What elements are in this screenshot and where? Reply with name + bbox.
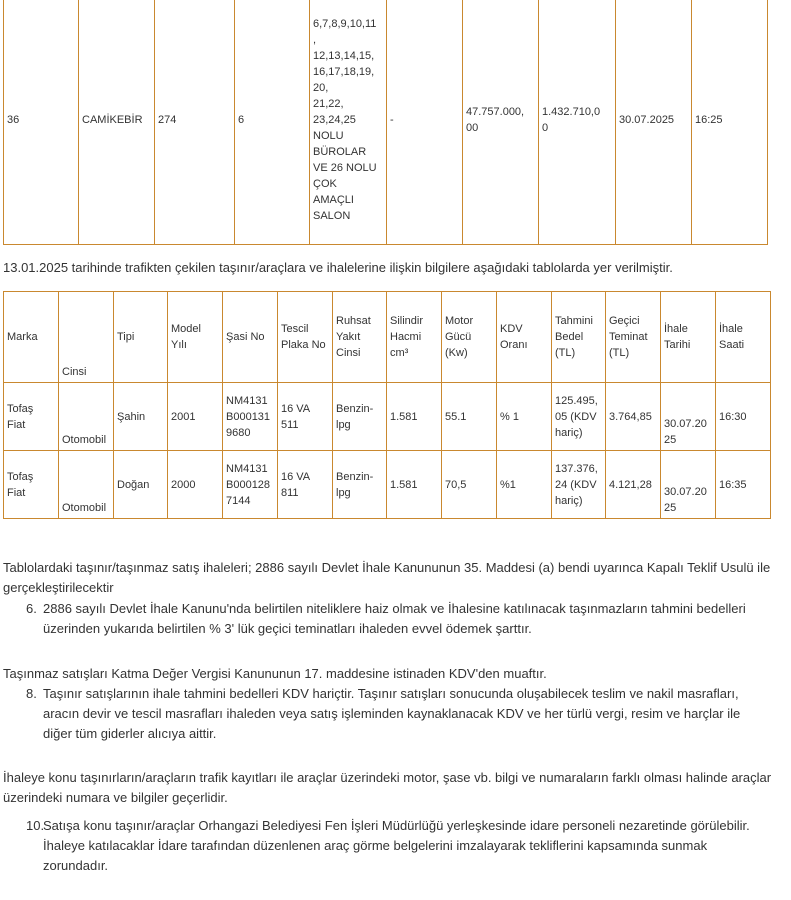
- paragraph-vat-exemption: Taşınmaz satışları Katma Değer Vergisi Kanununun 17. maddesine istinaden KDV'den muaftır.: [3, 666, 547, 681]
- table-cell: 16:25: [692, 0, 768, 245]
- list-item-number: 8.: [26, 686, 37, 701]
- table-cell: NM4131 B000131 9680: [223, 383, 278, 451]
- column-header: Tescil Plaka No: [278, 292, 333, 383]
- table-cell: Benzin- lpg: [333, 383, 387, 451]
- table-cell: NM4131 B000128 7144: [223, 451, 278, 519]
- table-cell: 1.581: [387, 383, 442, 451]
- property-sale-table: [3, 0, 768, 245]
- table-cell: Doğan: [114, 451, 168, 519]
- table-cell: 16:35: [716, 451, 771, 519]
- table-cell: Tofaş Fiat: [4, 451, 59, 519]
- table-cell: 6,7,8,9,10,11 , 12,13,14,15, 16,17,18,19, 20, 21,22, 23,24,25 NOLU BÜROLAR VE 26 NOLU ÇOK AMAÇLI SALON: [310, 0, 387, 245]
- table-cell: 36: [4, 0, 79, 245]
- list-item-8: [26, 684, 771, 744]
- column-header: Marka: [4, 292, 59, 383]
- table-cell: Benzin- lpg: [333, 451, 387, 519]
- table-cell: Tofaş Fiat: [4, 383, 59, 451]
- list-item-text: Taşınır satışlarının ihale tahmini bedelleri KDV hariçtir. Taşınır satışları sonucunda oluşabilecek teslim ve nakil masrafları, aracın devir ve tescil masrafları ihaleden veya satış işleminden kaynaklanacak KDV ve her türlü vergi, resim ve harçlar ile diğer tüm giderler alıcıya aittir.: [43, 686, 741, 741]
- list-item-number: 10.: [26, 818, 45, 833]
- vehicle-sale-table: [3, 291, 771, 519]
- intro-text: 13.01.2025 tarihinde trafikten çekilen taşınır/araçlara ve ihalelerine ilişkin bilgilere aşağıdaki tablolarda yer verilmiştir.: [3, 260, 673, 275]
- table-cell: -: [387, 0, 463, 245]
- table-cell: 1.581: [387, 451, 442, 519]
- table-cell: 30.07.20 25: [661, 383, 716, 451]
- list-item-10: [26, 816, 771, 876]
- table-cell: 16 VA 511: [278, 383, 333, 451]
- table-cell: 55.1: [442, 383, 497, 451]
- table-cell: 274: [155, 0, 235, 245]
- list-item-text: 2886 sayılı Devlet İhale Kanunu'nda belirtilen niteliklere haiz olmak ve İhalesine katılınacak taşınmazların tahmini bedelleri üzerinden yukarıda belirtilen % 3' lük geçici teminatları ihaleden evvel ödemek şarttır.: [43, 601, 746, 636]
- column-header: Silindir Hacmi cm³: [387, 292, 442, 383]
- table-row: [4, 0, 768, 245]
- table-header-row: [4, 292, 771, 383]
- column-header: Model Yılı: [168, 292, 223, 383]
- table-cell: Otomobil: [59, 383, 114, 451]
- column-header: Ruhsat Yakıt Cinsi: [333, 292, 387, 383]
- column-header: KDV Oranı: [497, 292, 552, 383]
- table-cell: Şahin: [114, 383, 168, 451]
- list-item-number: 6.: [26, 601, 37, 616]
- table-cell: 16:30: [716, 383, 771, 451]
- table-cell: % 1: [497, 383, 552, 451]
- column-header: Geçici Teminat (TL): [606, 292, 661, 383]
- table-cell: 3.764,85: [606, 383, 661, 451]
- table-cell: 137.376, 24 (KDV hariç): [552, 451, 606, 519]
- table-row: [4, 383, 771, 451]
- table-cell: CAMİKEBİR: [79, 0, 155, 245]
- table-cell: 6: [235, 0, 310, 245]
- column-header: Tipi: [114, 292, 168, 383]
- paragraph-traffic-records: İhaleye konu taşınırların/araçların trafik kayıtları ile araçlar üzerindeki motor, şase vb. bilgi ve numaraların farklı olması halinde araçlar üzerindeki numara ve bilgiler geçerlidir.: [3, 770, 772, 805]
- table-cell: 125.495, 05 (KDV hariç): [552, 383, 606, 451]
- table-cell: %1: [497, 451, 552, 519]
- list-item-text: Satışa konu taşınır/araçlar Orhangazi Belediyesi Fen İşleri Müdürlüğü yerleşkesinde idare personeli nezaretinde görülebilir. İhaleye katılacaklar İdare tarafından düzenlenen araç görme belgelerini imzalayarak tekliflerini kapsamında sunmak zorundadır.: [43, 818, 750, 873]
- table-cell: 30.07.20 25: [661, 451, 716, 519]
- column-header: Şasi No: [223, 292, 278, 383]
- column-header: İhale Saati: [716, 292, 771, 383]
- table-cell: 1.432.710,0 0: [539, 0, 616, 245]
- column-header: Tahmini Bedel (TL): [552, 292, 606, 383]
- table-cell: 2000: [168, 451, 223, 519]
- table-cell: Otomobil: [59, 451, 114, 519]
- table-cell: 2001: [168, 383, 223, 451]
- column-header: Cinsi: [59, 292, 114, 383]
- table-cell: 70,5: [442, 451, 497, 519]
- list-item-6: [26, 599, 771, 639]
- column-header: İhale Tarihi: [661, 292, 716, 383]
- table-cell: 4.121,28: [606, 451, 661, 519]
- paragraph-auction-method: Tablolardaki taşınır/taşınmaz satış ihaleleri; 2886 sayılı Devlet İhale Kanununun 35. Maddesi (a) bendi uyarınca Kapalı Teklif Usulü ile gerçekleştirilecektir: [3, 560, 771, 595]
- table-cell: 16 VA 811: [278, 451, 333, 519]
- table-cell: 47.757.000, 00: [463, 0, 539, 245]
- table-row: [4, 451, 771, 519]
- table-cell: 30.07.2025: [616, 0, 692, 245]
- column-header: Motor Gücü (Kw): [442, 292, 497, 383]
